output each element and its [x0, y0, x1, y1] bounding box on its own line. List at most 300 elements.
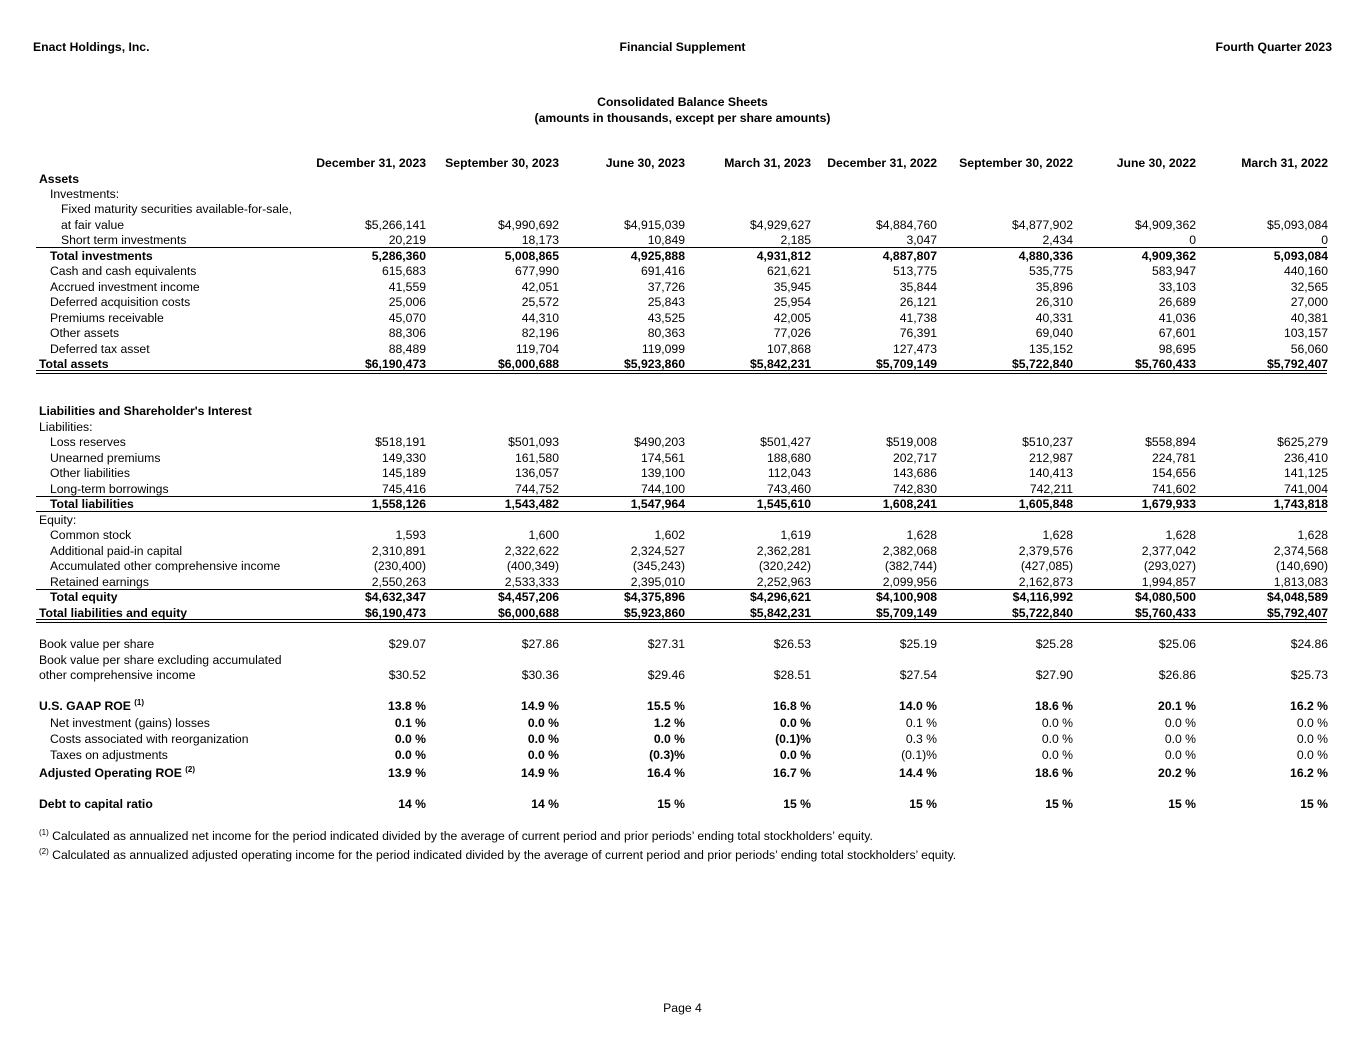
rule [36, 496, 1327, 497]
cell-value: $510,237 [1022, 435, 1073, 449]
cell-value: 5,093,084 [1273, 249, 1328, 263]
cell-value: 0.0 % [527, 732, 559, 746]
statement-title: Consolidated Balance Sheets [597, 95, 768, 109]
cell-value: 149,330 [381, 451, 426, 465]
row-label: Retained earnings [50, 575, 149, 589]
cell-value: 0.0 % [527, 716, 559, 730]
cell-value: 2,379,576 [1018, 544, 1073, 558]
cell-value: 742,830 [892, 482, 937, 496]
cell-value: $5,842,231 [750, 357, 811, 371]
table-row [0, 249, 1365, 265]
cell-value: $5,722,840 [1012, 606, 1073, 620]
cell-value: $4,048,589 [1267, 590, 1328, 604]
cell-value: 0.0 % [1041, 732, 1073, 746]
cell-value: $5,923,860 [624, 606, 685, 620]
cell-value: $25.28 [1035, 637, 1073, 651]
cell-value: 14 % [398, 797, 426, 811]
cell-value: $26.86 [1158, 668, 1196, 682]
cell-value: 0.0 % [1164, 748, 1196, 762]
cell-value: $518,191 [375, 435, 426, 449]
cell-value: 2,550,263 [371, 575, 426, 589]
column-header: March 31, 2022 [1241, 156, 1328, 170]
cell-value: 1.2 % [653, 716, 685, 730]
table-row [0, 435, 1365, 451]
table-row [0, 766, 1365, 782]
cell-value: $4,457,206 [498, 590, 559, 604]
cell-value: $27.31 [647, 637, 685, 651]
cell-value: 2,377,042 [1141, 544, 1196, 558]
cell-value: 15 % [657, 797, 685, 811]
cell-value: 119,099 [641, 342, 685, 356]
cell-value: 5,286,360 [371, 249, 426, 263]
cell-value: 145,189 [381, 466, 426, 480]
cell-value: 4,880,336 [1018, 249, 1073, 263]
cell-value: 18,173 [521, 233, 559, 247]
table-row [0, 559, 1365, 575]
cell-value: 0.0 % [779, 716, 811, 730]
row-label: Total liabilities [50, 497, 134, 511]
table-row [0, 716, 1365, 732]
cell-value: 1,813,083 [1273, 575, 1328, 589]
row-label: Common stock [50, 528, 132, 542]
cell-value: 236,410 [1283, 451, 1328, 465]
footnote-text: Calculated as annualized adjusted operating income for the period indicated divided by the average of current period and prior periods’ ending total stockholders’ equity. [52, 848, 957, 862]
table-row [0, 528, 1365, 544]
cell-value: 2,362,281 [756, 544, 811, 558]
cell-value: 1,994,857 [1141, 575, 1196, 589]
cell-value: $5,709,149 [876, 357, 937, 371]
cell-value: 25,572 [521, 295, 559, 309]
cell-value: 26,121 [899, 295, 937, 309]
cell-value: 35,945 [773, 280, 811, 294]
cell-value: 136,057 [514, 466, 559, 480]
row-label: Costs associated with reorganization [50, 732, 249, 746]
cell-value: 18.6 % [1035, 766, 1073, 780]
row-label: Total equity [50, 590, 118, 604]
cell-value: 35,844 [899, 280, 937, 294]
cell-value: 691,416 [640, 264, 685, 278]
cell-value: 188,680 [766, 451, 811, 465]
cell-value: 13.9 % [388, 766, 426, 780]
cell-value: 1,619 [780, 528, 811, 542]
cell-value: 2,322,622 [504, 544, 559, 558]
cell-value: 743,460 [766, 482, 811, 496]
cell-value: 741,602 [1151, 482, 1196, 496]
cell-value: $501,427 [760, 435, 811, 449]
cell-value: (400,349) [506, 559, 559, 573]
cell-value: (345,243) [632, 559, 685, 573]
table-row [0, 451, 1365, 467]
cell-value: $5,760,433 [1135, 357, 1196, 371]
column-header: September 30, 2022 [959, 156, 1073, 170]
cell-value: 0.1 % [394, 716, 426, 730]
cell-value: $25.06 [1158, 637, 1196, 651]
cell-value: $4,080,500 [1135, 590, 1196, 604]
table-row [0, 544, 1365, 560]
cell-value: $4,375,896 [624, 590, 685, 604]
cell-value: 16.2 % [1290, 766, 1328, 780]
cell-value: 0.0 % [1296, 732, 1328, 746]
row-label: Book value per share [39, 637, 155, 651]
cell-value: $29.46 [647, 668, 685, 682]
cell-value: 25,954 [773, 295, 811, 309]
cell-value: 14 % [531, 797, 559, 811]
table-row [0, 637, 1365, 653]
row-label: Accrued investment income [50, 280, 200, 294]
cell-value: 103,157 [1283, 326, 1328, 340]
cell-value: 1,558,126 [371, 497, 426, 511]
cell-value: $26.53 [773, 637, 811, 651]
cell-value: 1,547,964 [630, 497, 685, 511]
cell-value: 5,008,865 [504, 249, 559, 263]
cell-value: (427,085) [1020, 559, 1073, 573]
cell-value: 76,391 [899, 326, 937, 340]
cell-value: 2,434 [1042, 233, 1073, 247]
cell-value: 742,211 [1029, 482, 1073, 496]
rule [36, 619, 1327, 623]
cell-value: 42,051 [521, 280, 559, 294]
table-row [0, 264, 1365, 280]
cell-value: 0.0 % [779, 748, 811, 762]
cell-value: 0.0 % [394, 748, 426, 762]
cell-value: $6,190,473 [365, 357, 426, 371]
row-label: Deferred tax asset [50, 342, 150, 356]
rule [36, 589, 1327, 590]
cell-value: 615,683 [381, 264, 426, 278]
cell-value: 41,036 [1158, 311, 1196, 325]
cell-value: 26,689 [1158, 295, 1196, 309]
cell-value: 1,600 [528, 528, 559, 542]
table-row [0, 466, 1365, 482]
cell-value: $30.36 [521, 668, 559, 682]
cell-value: 15 % [1300, 797, 1328, 811]
row-label: Adjusted Operating ROE $^{(2)}$ [39, 765, 196, 780]
column-header: December 31, 2023 [316, 156, 426, 170]
table-row [0, 797, 1365, 813]
row-label: Loss reserves [50, 435, 126, 449]
cell-value: 440,160 [1283, 264, 1328, 278]
cell-value: 1,593 [395, 528, 426, 542]
footnote-mark: (2) [39, 847, 49, 856]
cell-value: 40,331 [1035, 311, 1073, 325]
cell-value: $5,923,860 [624, 357, 685, 371]
cell-value: $501,093 [508, 435, 559, 449]
cell-value: (293,027) [1143, 559, 1196, 573]
cell-value: $25.73 [1290, 668, 1328, 682]
cell-value: 154,656 [1151, 466, 1196, 480]
cell-value: (230,400) [373, 559, 426, 573]
cell-value: 0.0 % [1296, 716, 1328, 730]
cell-value: 42,005 [773, 311, 811, 325]
cell-value: 4,931,812 [756, 249, 811, 263]
cell-value: 744,752 [514, 482, 559, 496]
cell-value: 583,947 [1151, 264, 1196, 278]
table-row [0, 187, 1365, 203]
row-label: Taxes on adjustments [50, 748, 168, 762]
cell-value: 0.0 % [394, 732, 426, 746]
table-row [0, 653, 1365, 669]
cell-value: $24.86 [1290, 637, 1328, 651]
cell-value: 140,413 [1028, 466, 1073, 480]
row-label: Unearned premiums [50, 451, 161, 465]
cell-value: $5,722,840 [1012, 357, 1073, 371]
cell-value: 745,416 [381, 482, 426, 496]
rule [36, 247, 1327, 248]
cell-value: 621,621 [766, 264, 811, 278]
cell-value: 513,775 [892, 264, 937, 278]
cell-value: 2,533,333 [504, 575, 559, 589]
column-header: March 31, 2023 [724, 156, 811, 170]
cell-value: 40,381 [1290, 311, 1328, 325]
cell-value: 88,489 [388, 342, 426, 356]
row-label: Deferred acquisition costs [50, 295, 191, 309]
cell-value: $4,116,992 [1012, 590, 1073, 604]
row-label: Equity: [39, 513, 77, 527]
cell-value: 15 % [1045, 797, 1073, 811]
cell-value: 161,580 [514, 451, 559, 465]
cell-value: 13.8 % [388, 699, 426, 713]
cell-value: 2,310,891 [371, 544, 426, 558]
cell-value: 143,686 [892, 466, 937, 480]
cell-value: 212,987 [1028, 451, 1073, 465]
table-row [0, 295, 1365, 311]
footnote-ref: (1) [134, 698, 145, 707]
cell-value: $27.90 [1035, 668, 1073, 682]
cell-value: 20,219 [388, 233, 426, 247]
cell-value: 14.9 % [521, 699, 559, 713]
cell-value: 1,743,818 [1273, 497, 1328, 511]
cell-value: $4,929,627 [750, 218, 811, 232]
row-label: at fair value [61, 218, 125, 232]
cell-value: 2,162,873 [1018, 575, 1073, 589]
cell-value: 35,896 [1035, 280, 1073, 294]
column-header: June 30, 2022 [1116, 156, 1196, 170]
row-label: Total investments [50, 249, 153, 263]
row-label: Long-term borrowings [50, 482, 169, 496]
row-label: Book value per share excluding accumulated [39, 653, 282, 667]
cell-value: 56,060 [1290, 342, 1328, 356]
cell-value: $5,792,407 [1267, 357, 1328, 371]
row-label: Debt to capital ratio [39, 797, 153, 811]
cell-value: $5,760,433 [1135, 606, 1196, 620]
cell-value: 0 [1189, 233, 1196, 247]
cell-value: 127,473 [892, 342, 937, 356]
cell-value: 10,849 [647, 233, 685, 247]
cell-value: 80,363 [647, 326, 685, 340]
cell-value: 3,047 [906, 233, 937, 247]
cell-value: 2,099,956 [882, 575, 937, 589]
cell-value: 1,605,848 [1018, 497, 1073, 511]
cell-value: $490,203 [634, 435, 685, 449]
document-title: Financial Supplement [619, 40, 746, 54]
cell-value: 107,868 [766, 342, 811, 356]
table-row [0, 326, 1365, 342]
cell-value: 1,628 [1165, 528, 1196, 542]
cell-value: 77,026 [773, 326, 811, 340]
cell-value: 82,196 [521, 326, 559, 340]
cell-value: 16.2 % [1290, 699, 1328, 713]
cell-value: 2,252,963 [756, 575, 811, 589]
cell-value: 1,628 [1042, 528, 1073, 542]
cell-value: $5,266,141 [365, 218, 426, 232]
cell-value: 16.8 % [773, 699, 811, 713]
cell-value: $558,894 [1145, 435, 1196, 449]
cell-value: $5,709,149 [876, 606, 937, 620]
cell-value: 1,543,482 [504, 497, 559, 511]
cell-value: 112,043 [767, 466, 811, 480]
cell-value: 20.1 % [1158, 699, 1196, 713]
column-header: September 30, 2023 [445, 156, 559, 170]
cell-value: $25.19 [899, 637, 937, 651]
cell-value: 0.3 % [905, 732, 937, 746]
row-label: Short term investments [61, 233, 187, 247]
cell-value: 202,717 [892, 451, 937, 465]
cell-value: 69,040 [1035, 326, 1073, 340]
cell-value: $6,190,473 [365, 606, 426, 620]
cell-value: 20.2 % [1158, 766, 1196, 780]
table-row [0, 699, 1365, 715]
row-label: Cash and cash equivalents [50, 264, 197, 278]
cell-value: 44,310 [521, 311, 559, 325]
cell-value: $6,000,688 [498, 357, 559, 371]
cell-value: 0.0 % [1041, 716, 1073, 730]
cell-value: 14.9 % [521, 766, 559, 780]
cell-value: $519,008 [886, 435, 937, 449]
table-row [0, 218, 1365, 234]
cell-value: 1,608,241 [882, 497, 937, 511]
cell-value: 14.4 % [899, 766, 937, 780]
footnote-mark: (1) [39, 828, 49, 837]
footnote-text: Calculated as annualized net income for the period indicated divided by the average of current period and prior periods’ ending total stockholders’ equity. [52, 829, 873, 843]
cell-value: $6,000,688 [498, 606, 559, 620]
cell-value: 4,909,362 [1141, 249, 1196, 263]
cell-value: 15 % [1168, 797, 1196, 811]
cell-value: 0.0 % [527, 748, 559, 762]
cell-value: 139,100 [640, 466, 685, 480]
cell-value: 18.6 % [1035, 699, 1073, 713]
column-header: December 31, 2022 [827, 156, 937, 170]
cell-value: 25,006 [388, 295, 426, 309]
cell-value: 2,382,068 [882, 544, 937, 558]
table-row [0, 732, 1365, 748]
cell-value: 2,324,527 [630, 544, 685, 558]
cell-value: 15 % [909, 797, 937, 811]
table-row [0, 420, 1365, 436]
cell-value: 677,990 [514, 264, 559, 278]
row-label: Assets [39, 172, 79, 186]
cell-value: 16.4 % [647, 766, 685, 780]
cell-value: 2,374,568 [1273, 544, 1328, 558]
cell-value: 43,525 [647, 311, 685, 325]
cell-value: $27.54 [899, 668, 937, 682]
cell-value: (382,744) [884, 559, 937, 573]
cell-value: 67,601 [1158, 326, 1196, 340]
cell-value: $4,909,362 [1135, 218, 1196, 232]
row-label: other comprehensive income [39, 668, 196, 682]
row-label: Net investment (gains) losses [50, 716, 210, 730]
footnote-ref: (2) [185, 765, 196, 774]
cell-value: 224,781 [1151, 451, 1196, 465]
cell-value: 741,004 [1283, 482, 1328, 496]
cell-value: 41,738 [899, 311, 937, 325]
cell-value: $4,877,902 [1012, 218, 1073, 232]
statement-subtitle: (amounts in thousands, except per share amounts) [534, 111, 831, 125]
cell-value: 119,704 [515, 342, 559, 356]
rule [36, 370, 1327, 374]
cell-value: 174,561 [640, 451, 685, 465]
cell-value: $28.51 [773, 668, 811, 682]
rule [36, 511, 1327, 512]
cell-value: 135,152 [1028, 342, 1073, 356]
cell-value: $4,632,347 [365, 590, 426, 604]
row-label: Liabilities: [39, 420, 93, 434]
cell-value: $29.07 [388, 637, 426, 651]
cell-value: 2,185 [780, 233, 811, 247]
cell-value: $4,915,039 [624, 218, 685, 232]
report-period: Fourth Quarter 2023 [1215, 40, 1332, 54]
cell-value: 0.0 % [1164, 732, 1196, 746]
row-label: U.S. GAAP ROE $^{(1)}$ [39, 698, 145, 713]
cell-value: 25,843 [647, 295, 685, 309]
cell-value: 2,395,010 [630, 575, 685, 589]
cell-value: 88,306 [388, 326, 426, 340]
cell-value: 0.0 % [1041, 748, 1073, 762]
cell-value: 0 [1321, 233, 1328, 247]
cell-value: 1,628 [906, 528, 937, 542]
cell-value: 1,602 [654, 528, 685, 542]
cell-value: $27.86 [521, 637, 559, 651]
cell-value: $4,884,760 [876, 218, 937, 232]
cell-value: 0.1 % [905, 716, 937, 730]
table-row [0, 513, 1365, 529]
cell-value: 37,726 [647, 280, 685, 294]
cell-value: (140,690) [1275, 559, 1328, 573]
cell-value: 16.7 % [773, 766, 811, 780]
cell-value: 4,925,888 [630, 249, 685, 263]
table-row [0, 311, 1365, 327]
page-number: Page 4 [663, 1001, 702, 1015]
cell-value: $4,100,908 [876, 590, 937, 604]
cell-value: $4,296,621 [750, 590, 811, 604]
cell-value: 27,000 [1290, 295, 1328, 309]
cell-value: 0.0 % [1164, 716, 1196, 730]
row-label: Total assets [39, 357, 109, 371]
table-row [0, 668, 1365, 684]
cell-value: 32,565 [1290, 280, 1328, 294]
cell-value: $5,093,084 [1267, 218, 1328, 232]
cell-value: 0.0 % [1296, 748, 1328, 762]
footnote [39, 829, 873, 843]
cell-value: (0.1)% [775, 732, 811, 746]
table-row [0, 404, 1365, 420]
row-label: Accumulated other comprehensive income [50, 559, 281, 573]
cell-value: 1,628 [1297, 528, 1328, 542]
row-label: Additional paid-in capital [50, 544, 183, 558]
cell-value: 15.5 % [647, 699, 685, 713]
cell-value: 0.0 % [653, 732, 685, 746]
row-label: Investments: [50, 187, 120, 201]
cell-value: 15 % [783, 797, 811, 811]
cell-value: 535,775 [1028, 264, 1073, 278]
row-label: Premiums receivable [50, 311, 164, 325]
cell-value: $4,990,692 [498, 218, 559, 232]
table-row [0, 280, 1365, 296]
cell-value: $5,792,407 [1267, 606, 1328, 620]
table-row [0, 172, 1365, 188]
table-row [0, 748, 1365, 764]
cell-value: 141,125 [1283, 466, 1328, 480]
cell-value: (320,242) [758, 559, 811, 573]
